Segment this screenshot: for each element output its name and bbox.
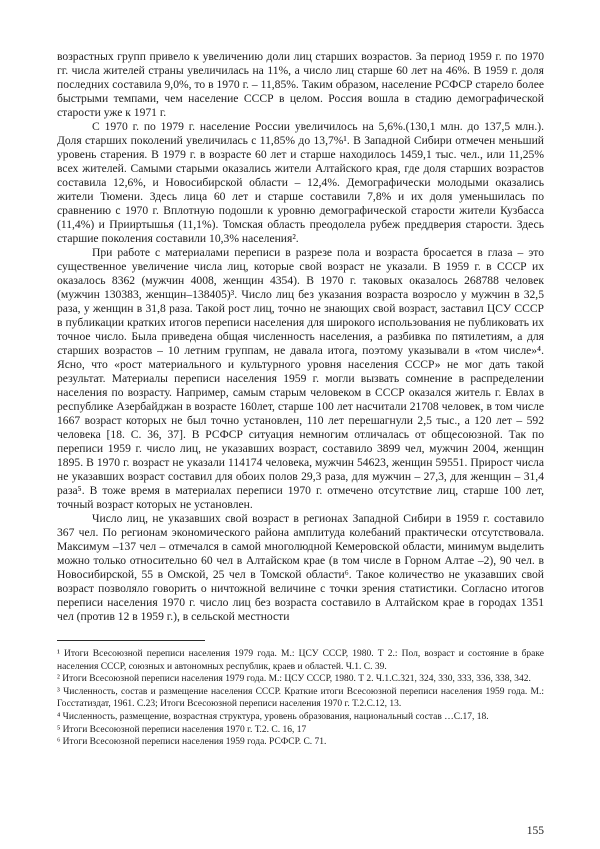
body-text bbox=[57, 50, 544, 624]
footnote: ⁶ Итоги Всесоюзной переписи населения 1959 года. РСФСР. С. 71. bbox=[57, 737, 327, 748]
footnote: ⁴ Численность, размещение, возрастная структура, уровень образования, национальный состав …С.17, 18. bbox=[57, 711, 489, 722]
body-paragraph: С 1970 г. по 1979 г. население России увеличилось на 5,6%.(130,1 млн. до 137,5 млн.). Доля старших поколений увеличилась с 11,85% до 13,7%¹. В Западной Сибири отмечен меньший уровень старения. В 1979 г. в возрасте 60 лет и старше находилось 1459,1 тыс. чел., или 11,25% всех жителей. Самыми старыми оказались жители Алтайского края, где доля старших возрастов составила 12,6%, и Новосибирской области – 12,4%. Демографически молодыми оказались жители Тюмени. Здесь лица 60 лет и старше составили 7,8% и их доля уменьшилась по сравнению с 1970 г. Вплотную подошли к уровню демографической старости жители Кузбасса (11,4%) и Прииртышья (11,1%). Томская область преодолела рубеж преддверия старости. Здесь старшие поколения составили 10,3% населения². bbox=[57, 120, 544, 245]
footnote-separator bbox=[57, 640, 205, 641]
footnotes bbox=[57, 648, 544, 749]
body-paragraph: При работе с материалами переписи в разрезе пола и возраста бросается в глаза – это существенное увеличение числа лиц, которые свой возраст не указали. В 1959 г. в СССР их оказалось 8362 (мужчин 4008, женщин 4354). В 1970 г. таковых оказалось 268788 человек (мужчин 130383, женщин–138405)³. Число лиц без указания возраста возросло у мужчин в 32,5 раза, у женщин в 31,8 раза. Такой рост лиц, точно не знающих свой возраст, заставил ЦСУ СССР в публикации кратких итогов переписи населения для широкого использования не публиковать их точное число. Была приведена общая численность населения, а разбивка по пятилетиям, а для старших возрастов – 10 летним группам, не давала итога, поэтому указывали в «том числе»⁴. Ясно, что «рост материального и культурного уровня населения СССР» не мог дать такой результат. Материалы переписи населения 1959 г. могли вызвать сомнение в распределении населения по возрасту. Например, самым старым человеком в СССР оказался житель г. Евлах в республике Азербайджан в возрасте 160лет, старше 100 лет насчитали 21708 человек, в том числе 1667 возраст которых не был точно установлен, 110 лет перешагнули 2,5 тыс., а 120 лет – 592 человека [18. С. 36, 37]. В РСФСР ситуация немногим отличалась от общесоюзной. Так по переписи 1959 г. число лиц, не указавших возраст, составило 3899 чел, мужчин 2004, женщин 1895. В 1970 г. возраст не указали 114174 человека, мужчин 54623, женщин 59551. Прирост числа не указавших возраст составил для обоих полов 29,3 раза, для мужчин – 27,3, для женщин – 31,4 раза⁵. В тоже время в материалах переписи 1970 г. отмечено отсутствие лиц, старше 100 лет, точный возраст которых не установлен. bbox=[57, 246, 544, 511]
body-paragraph: возрастных групп привело к увеличению доли лиц старших возрастов. За период 1959 г. по 1970 гг. числа жителей страны увеличилась на 11%, а число лиц старше 60 лет на 46%. В 1959 г. доля последних составила 9,0%, то в 1970 г. – 11,85%. Таким образом, население РСФСР старело более быстрыми темпами, чем население СССР в целом. Россия вошла в стадию демографической старости уже к 1971 г. bbox=[57, 50, 544, 119]
footnote: ¹ Итоги Всесоюзной переписи населения 1979 года. М.: ЦСУ СССР, 1980. Т 2.: Пол, возраст и состояние в браке населения СССР, союзных и автономных республик, краев и областей. Ч.1. С. 39. bbox=[57, 649, 544, 672]
body-paragraph: Число лиц, не указавших свой возраст в регионах Западной Сибири в 1959 г. составило 367 чел. По регионам экономического района амплитуда колебаний практически отсутствовала. Максимум –137 чел – отмечался в самой многолюдной Кемеровской области, минимум выделить можно только относительно 60 чел в Алтайском крае (в том числе в Горном Алтае –2), 90 чел. в Новосибирской, 55 в Омской, 25 чел в Томской области⁶. Такое количество не указавших свой возраст позволяло говорить о ничтожной величине с точки зрения статистики. Согласно итогов переписи населения 1970 г. число лиц без возраста составило в Алтайском крае в городах 1351 чел (против 12 в 1959 г.), в сельской местности bbox=[57, 512, 544, 623]
footnote: ³ Численность, состав и размещение населения СССР. Краткие итоги Всесоюзной переписи населения 1959 года. М.: Госстатиздат, 1961. С.23; Итоги Всесоюзной переписи населения 1970 г. Т.2.С.12, 13. bbox=[57, 686, 544, 710]
footnote: ² Итоги Всесоюзной переписи населения 1979 года. М.: ЦСУ СССР, 1980. Т 2. Ч.1.С.321, 324, 330, 333, 336, 338, 342. bbox=[57, 674, 531, 685]
page-number: 155 bbox=[526, 825, 544, 837]
footnote: ⁵ Итоги Всесоюзной переписи населения 1970 г. Т.2. С. 16, 17 bbox=[57, 724, 307, 735]
